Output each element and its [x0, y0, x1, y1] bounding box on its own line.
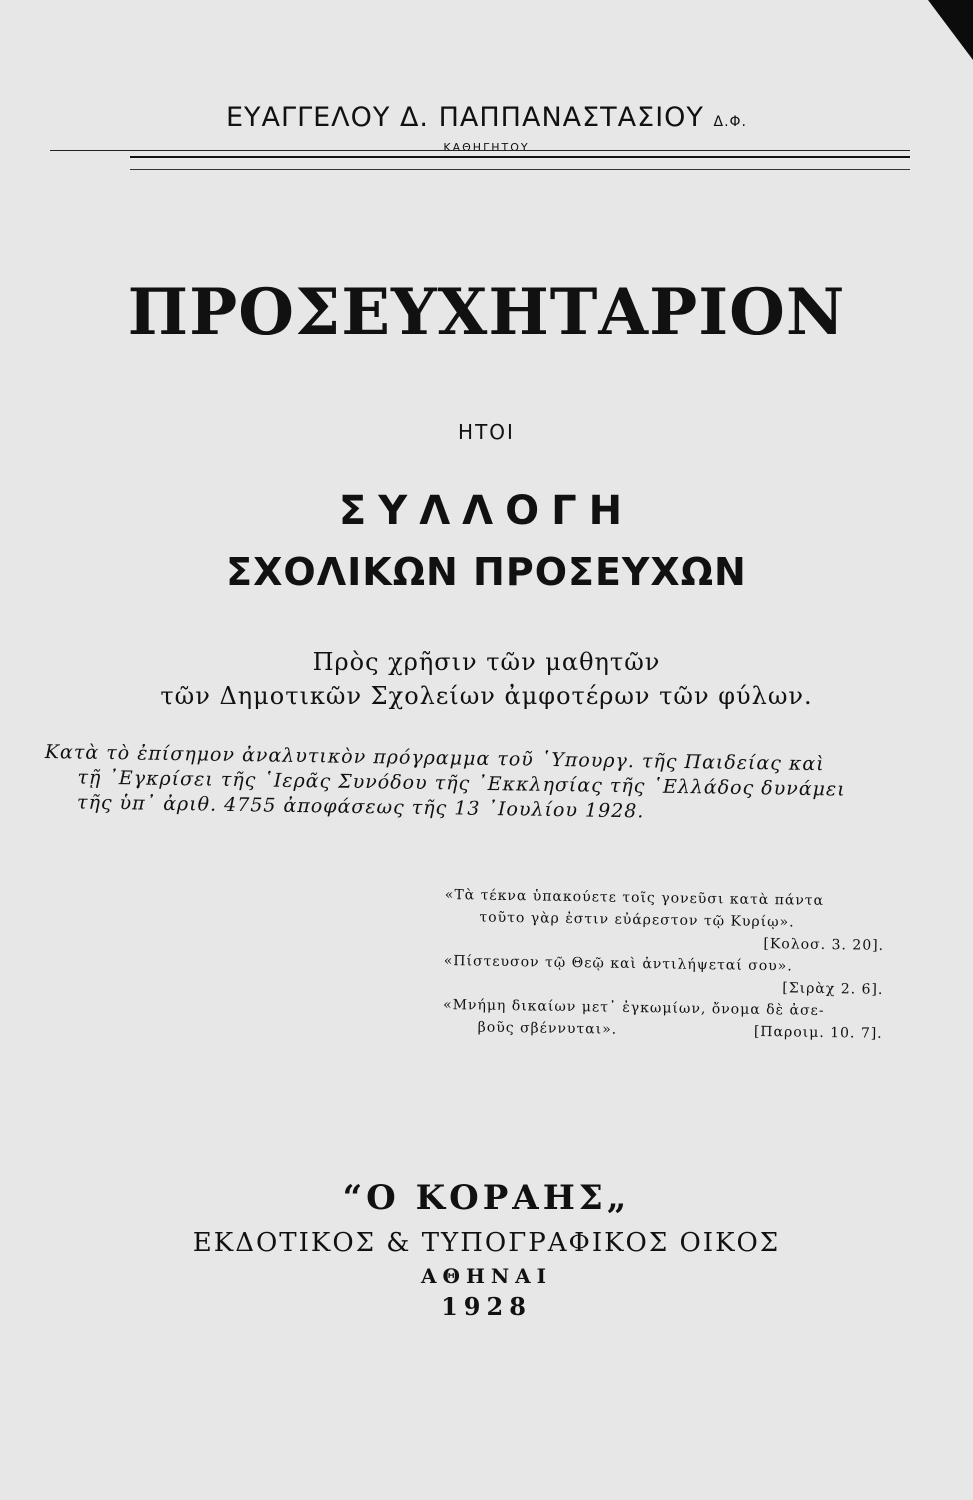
- purpose-line: τῶν Δημοτικῶν Σχολείων ἀμφοτέρων τῶν φύλων.: [160, 682, 813, 710]
- approval-line: Κατὰ τὸ ἐπίσημον ἀναλυτικὸν πρόγραμμα τοῦ ῾Υπουργ. τῆς Παιδείας καὶ: [44, 740, 825, 776]
- divider-rule: [130, 169, 910, 170]
- title-conjunction: ΗΤΟΙ: [458, 420, 515, 444]
- approval-line: τῇ ᾿Εγκρίσει τῆς ῾Ιερᾶς Συνόδου τῆς ᾿Εκκλησίας τῆς ῾Ελλάδος δυνάμει: [77, 766, 846, 801]
- author-line: [0, 102, 973, 133]
- author-role: ΚΑΘΗΓΗΤΟΥ: [443, 141, 530, 154]
- publication-year: 1928: [441, 1292, 532, 1321]
- quote-line: τοῦτο γὰρ ἐστιν εὐάρεστον τῷ Κυρίῳ».: [479, 909, 795, 931]
- author-degree: Δ.Φ.: [713, 114, 747, 130]
- quote-source: [Κολοσ. 3. 20].: [763, 936, 885, 954]
- quote-line: βοῦς σβέννυται».: [477, 1019, 618, 1038]
- approval-line: τῆς ὑπ᾿ ἀριθ. 4755 ἀποφάσεως τῆς 13 ᾿Ιουλίου 1928.: [76, 791, 645, 823]
- quote-line: «Πίστευσον τῷ Θεῷ καὶ ἀντιλήψεταί σου».: [443, 952, 793, 975]
- publisher-house: ΕΚΔΟΤΙΚΟΣ & ΤΥΠΟΓΡΑΦΙΚΟΣ ΟΙΚΟΣ: [192, 1228, 781, 1258]
- divider-rule: [50, 150, 910, 151]
- torn-corner: [928, 0, 973, 60]
- quote-source: [Παροιμ. 10. 7].: [753, 1023, 883, 1042]
- publication-city: ΑΘΗΝΑΙ: [421, 1264, 552, 1288]
- quote-line: «Μνήμη δικαίων μετ᾿ ἐγκωμίων, ὄνομα δὲ ἀσε-: [442, 996, 825, 1019]
- purpose-line: Πρὸς χρῆσιν τῶν μαθητῶν: [312, 648, 661, 676]
- author-name: ΕΥΑΓΓΕΛΟΥ Δ. ΠΑΠΠΑΝΑΣΤΑΣΙΟΥ: [226, 102, 704, 133]
- approval-statement: [44, 740, 905, 828]
- epigraph-quotes: [443, 884, 885, 1045]
- purpose-statement: [0, 645, 973, 713]
- quote-source: [Σιρὰχ 2. 6].: [782, 980, 884, 998]
- book-title: ΠΡΟΣΕΥΧΗΤΑΡΙΟΝ: [127, 275, 846, 350]
- subtitle-line-1: ΣΥΛΛΟΓΗ: [338, 488, 635, 534]
- quote-line: «Τὰ τέκνα ὑπακούετε τοῖς γονεῦσι κατὰ πάντα: [444, 886, 825, 909]
- divider-rule: [130, 156, 910, 158]
- publisher-name: “Ο ΚΟΡΑΗΣ„: [342, 1178, 631, 1218]
- subtitle-line-2: ΣΧΟΛΙΚΩΝ ΠΡΟΣΕΥΧΩΝ: [226, 550, 747, 594]
